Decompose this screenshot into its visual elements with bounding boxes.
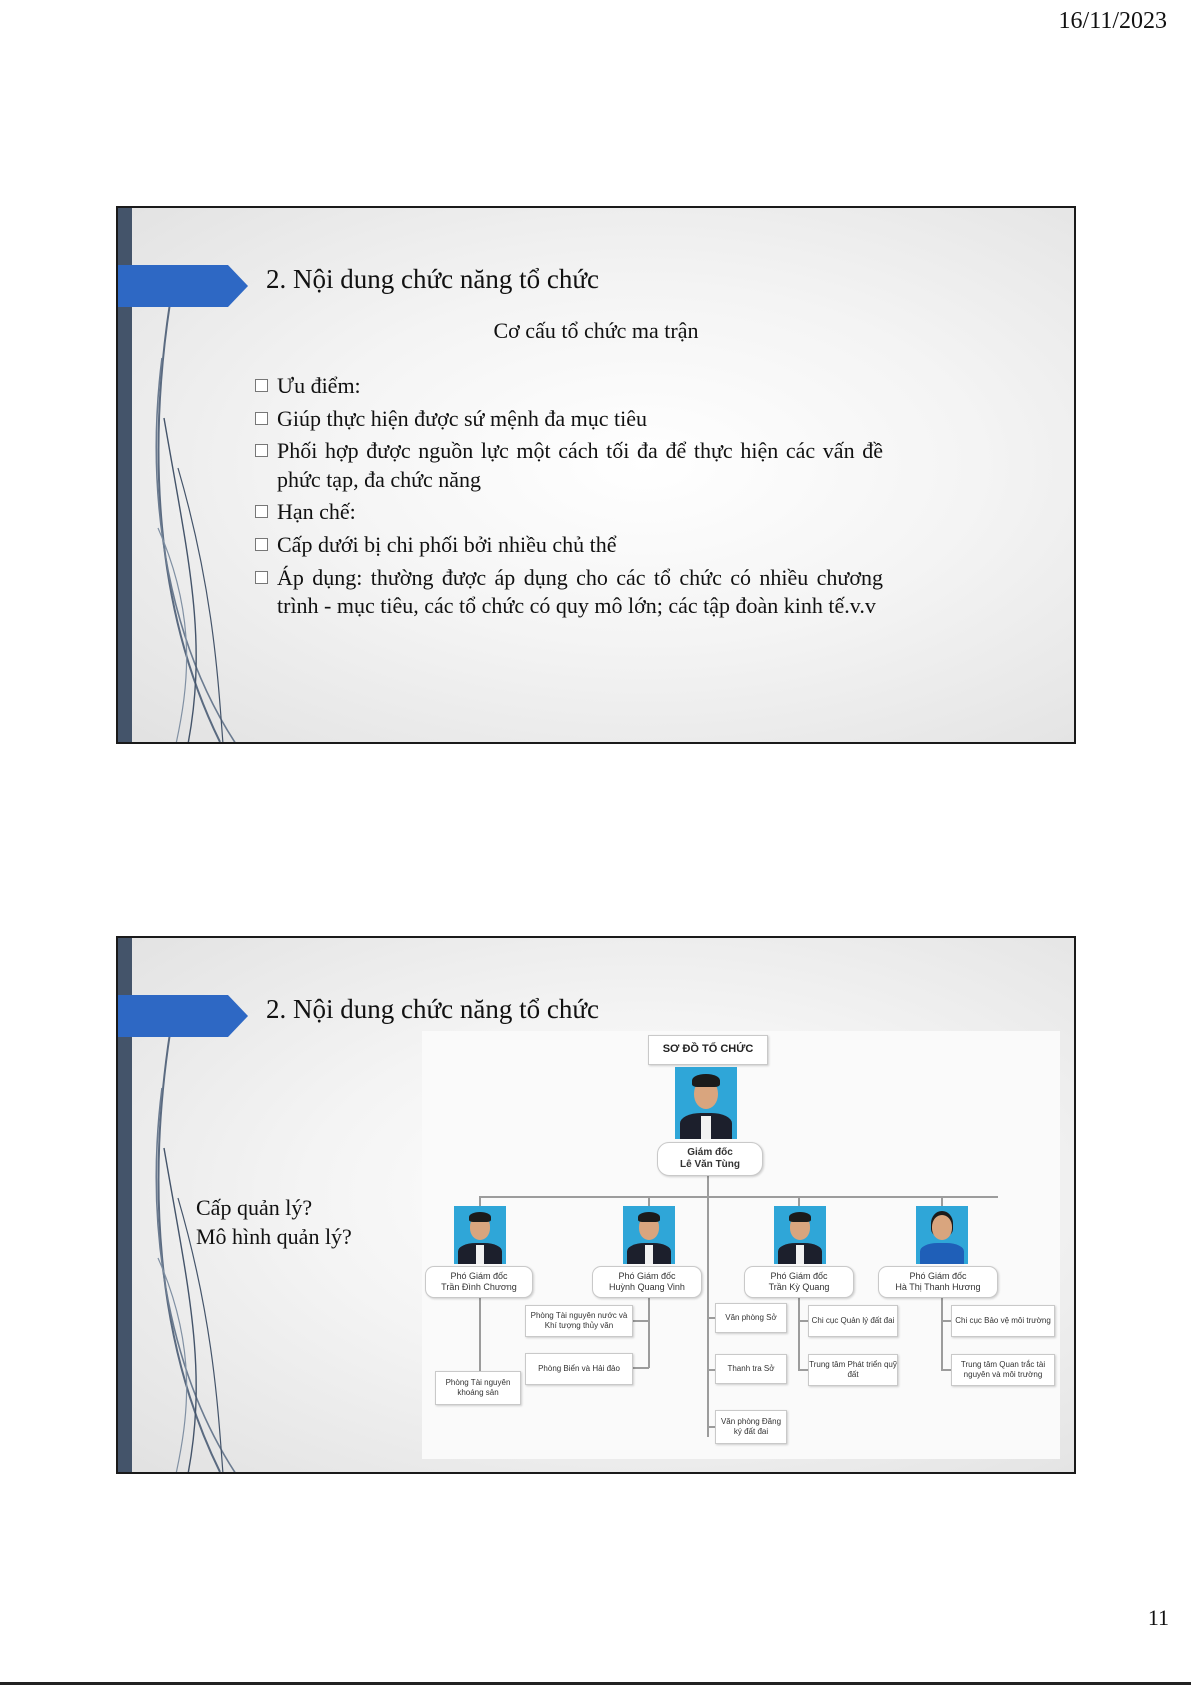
- page-number: 11: [1147, 1605, 1169, 1630]
- connector-line: [648, 1296, 650, 1368]
- deputy-box: [592, 1266, 702, 1298]
- title-arrow-shape: [118, 265, 248, 307]
- org-chart-heading: SƠ ĐỒ TỔ CHỨC: [648, 1035, 768, 1065]
- deputy-name: Hà Thị Thanh Hương: [895, 1282, 981, 1292]
- deputy-photo: [774, 1206, 826, 1264]
- bullet-item: [253, 405, 883, 434]
- unit-box: Văn phòng Đăng ký đất đai: [715, 1410, 787, 1444]
- unit-box: Trung tâm Quan trắc tài nguyên và môi trường: [951, 1354, 1055, 1386]
- connector-line: [798, 1296, 800, 1370]
- connector-line: [798, 1320, 808, 1322]
- deputy-photo: [623, 1206, 675, 1264]
- bullet-item: [253, 498, 883, 527]
- connector-line: [479, 1196, 998, 1198]
- director-photo: [675, 1067, 737, 1139]
- connector-line: [707, 1426, 715, 1428]
- org-chart-image: [422, 1031, 1060, 1459]
- bullet-text: Hạn chế:: [277, 499, 356, 525]
- deputy-name: Trần Kỳ Quang: [768, 1282, 830, 1292]
- connector-line: [479, 1296, 481, 1372]
- connector-line: [707, 1152, 709, 1437]
- deputy-photo: [916, 1206, 968, 1264]
- bullet-item: [253, 531, 883, 560]
- bullet-text: Ưu điểm:: [277, 373, 361, 398]
- connector-line: [941, 1320, 951, 1322]
- question-item: Mô hình quản lý?: [196, 1223, 352, 1249]
- deputy-role: Phó Giám đốc: [618, 1270, 676, 1281]
- unit-box: Trung tâm Phát triển quỹ đất: [808, 1354, 898, 1386]
- slide-title: 2. Nội dung chức năng tổ chức: [266, 994, 599, 1024]
- unit-box: Thanh tra Sở: [715, 1354, 787, 1384]
- bullet-text: Cấp dưới bị chi phối bởi nhiều chủ thể: [277, 531, 617, 557]
- page-date: 16/11/2023: [1058, 8, 1167, 34]
- slide-title: 2. Nội dung chức năng tổ chức: [266, 264, 599, 294]
- unit-box: Chi cục Quản lý đất đai: [808, 1305, 898, 1337]
- bullet-item: [253, 564, 883, 621]
- question-list: [196, 1194, 352, 1251]
- bullet-box-icon: [255, 571, 268, 584]
- bullet-item: [253, 437, 883, 494]
- unit-box: Phòng Biển và Hải đảo: [525, 1353, 633, 1385]
- deputy-name: Huỳnh Quang Vinh: [609, 1282, 685, 1292]
- bullet-text: Giúp thực hiện được sứ mệnh đa mục tiêu: [277, 405, 647, 431]
- bullet-box-icon: [255, 444, 268, 457]
- slide-2: [116, 936, 1076, 1474]
- slide-1: [116, 206, 1076, 744]
- connector-line: [941, 1296, 943, 1370]
- unit-box: Phòng Tài nguyên khoáng sản: [435, 1371, 521, 1405]
- connector-line: [707, 1317, 715, 1319]
- unit-box: Văn phòng Sở: [715, 1303, 787, 1333]
- deputy-box: [878, 1266, 998, 1298]
- director-name: Lê Văn Tùng: [680, 1159, 740, 1170]
- slide-subtitle: Cơ cấu tổ chức ma trận: [493, 318, 699, 343]
- bullet-list: [253, 372, 883, 625]
- connector-line: [941, 1369, 951, 1371]
- connector-line: [633, 1367, 649, 1369]
- question-item: Cấp quản lý?: [196, 1195, 313, 1220]
- title-arrow-shape: [118, 995, 248, 1037]
- deputy-box: [425, 1266, 533, 1298]
- unit-box: Phòng Tài nguyên nước và Khí tượng thủy văn: [525, 1305, 633, 1337]
- bullet-box-icon: [255, 505, 268, 518]
- bullet-box-icon: [255, 379, 268, 392]
- bullet-text: Phối hợp được nguồn lực một cách tối đa để thực hiện các vấn đề phức tạp, đa chức năng: [277, 438, 883, 492]
- connector-line: [707, 1369, 715, 1371]
- unit-box: Chi cục Bảo vệ môi trường: [951, 1305, 1055, 1337]
- bullet-box-icon: [255, 412, 268, 425]
- deputy-role: Phó Giám đốc: [909, 1270, 967, 1281]
- bullet-text: Áp dụng: thường được áp dụng cho các tổ chức có nhiều chương trình - mục tiêu, các tổ chức có quy mô lớn; các tập đoàn kinh tế.v.v: [277, 564, 883, 619]
- connector-line: [798, 1369, 808, 1371]
- bullet-item: [253, 372, 883, 401]
- deputy-name: Trần Đình Chương: [441, 1282, 517, 1292]
- connector-line: [633, 1320, 649, 1322]
- director-box: [657, 1142, 763, 1176]
- deputy-role: Phó Giám đốc: [770, 1270, 828, 1281]
- deputy-box: [744, 1266, 854, 1298]
- deputy-photo: [454, 1206, 506, 1264]
- deputy-role: Phó Giám đốc: [450, 1270, 508, 1281]
- director-role: Giám đốc: [687, 1146, 733, 1158]
- bullet-box-icon: [255, 538, 268, 551]
